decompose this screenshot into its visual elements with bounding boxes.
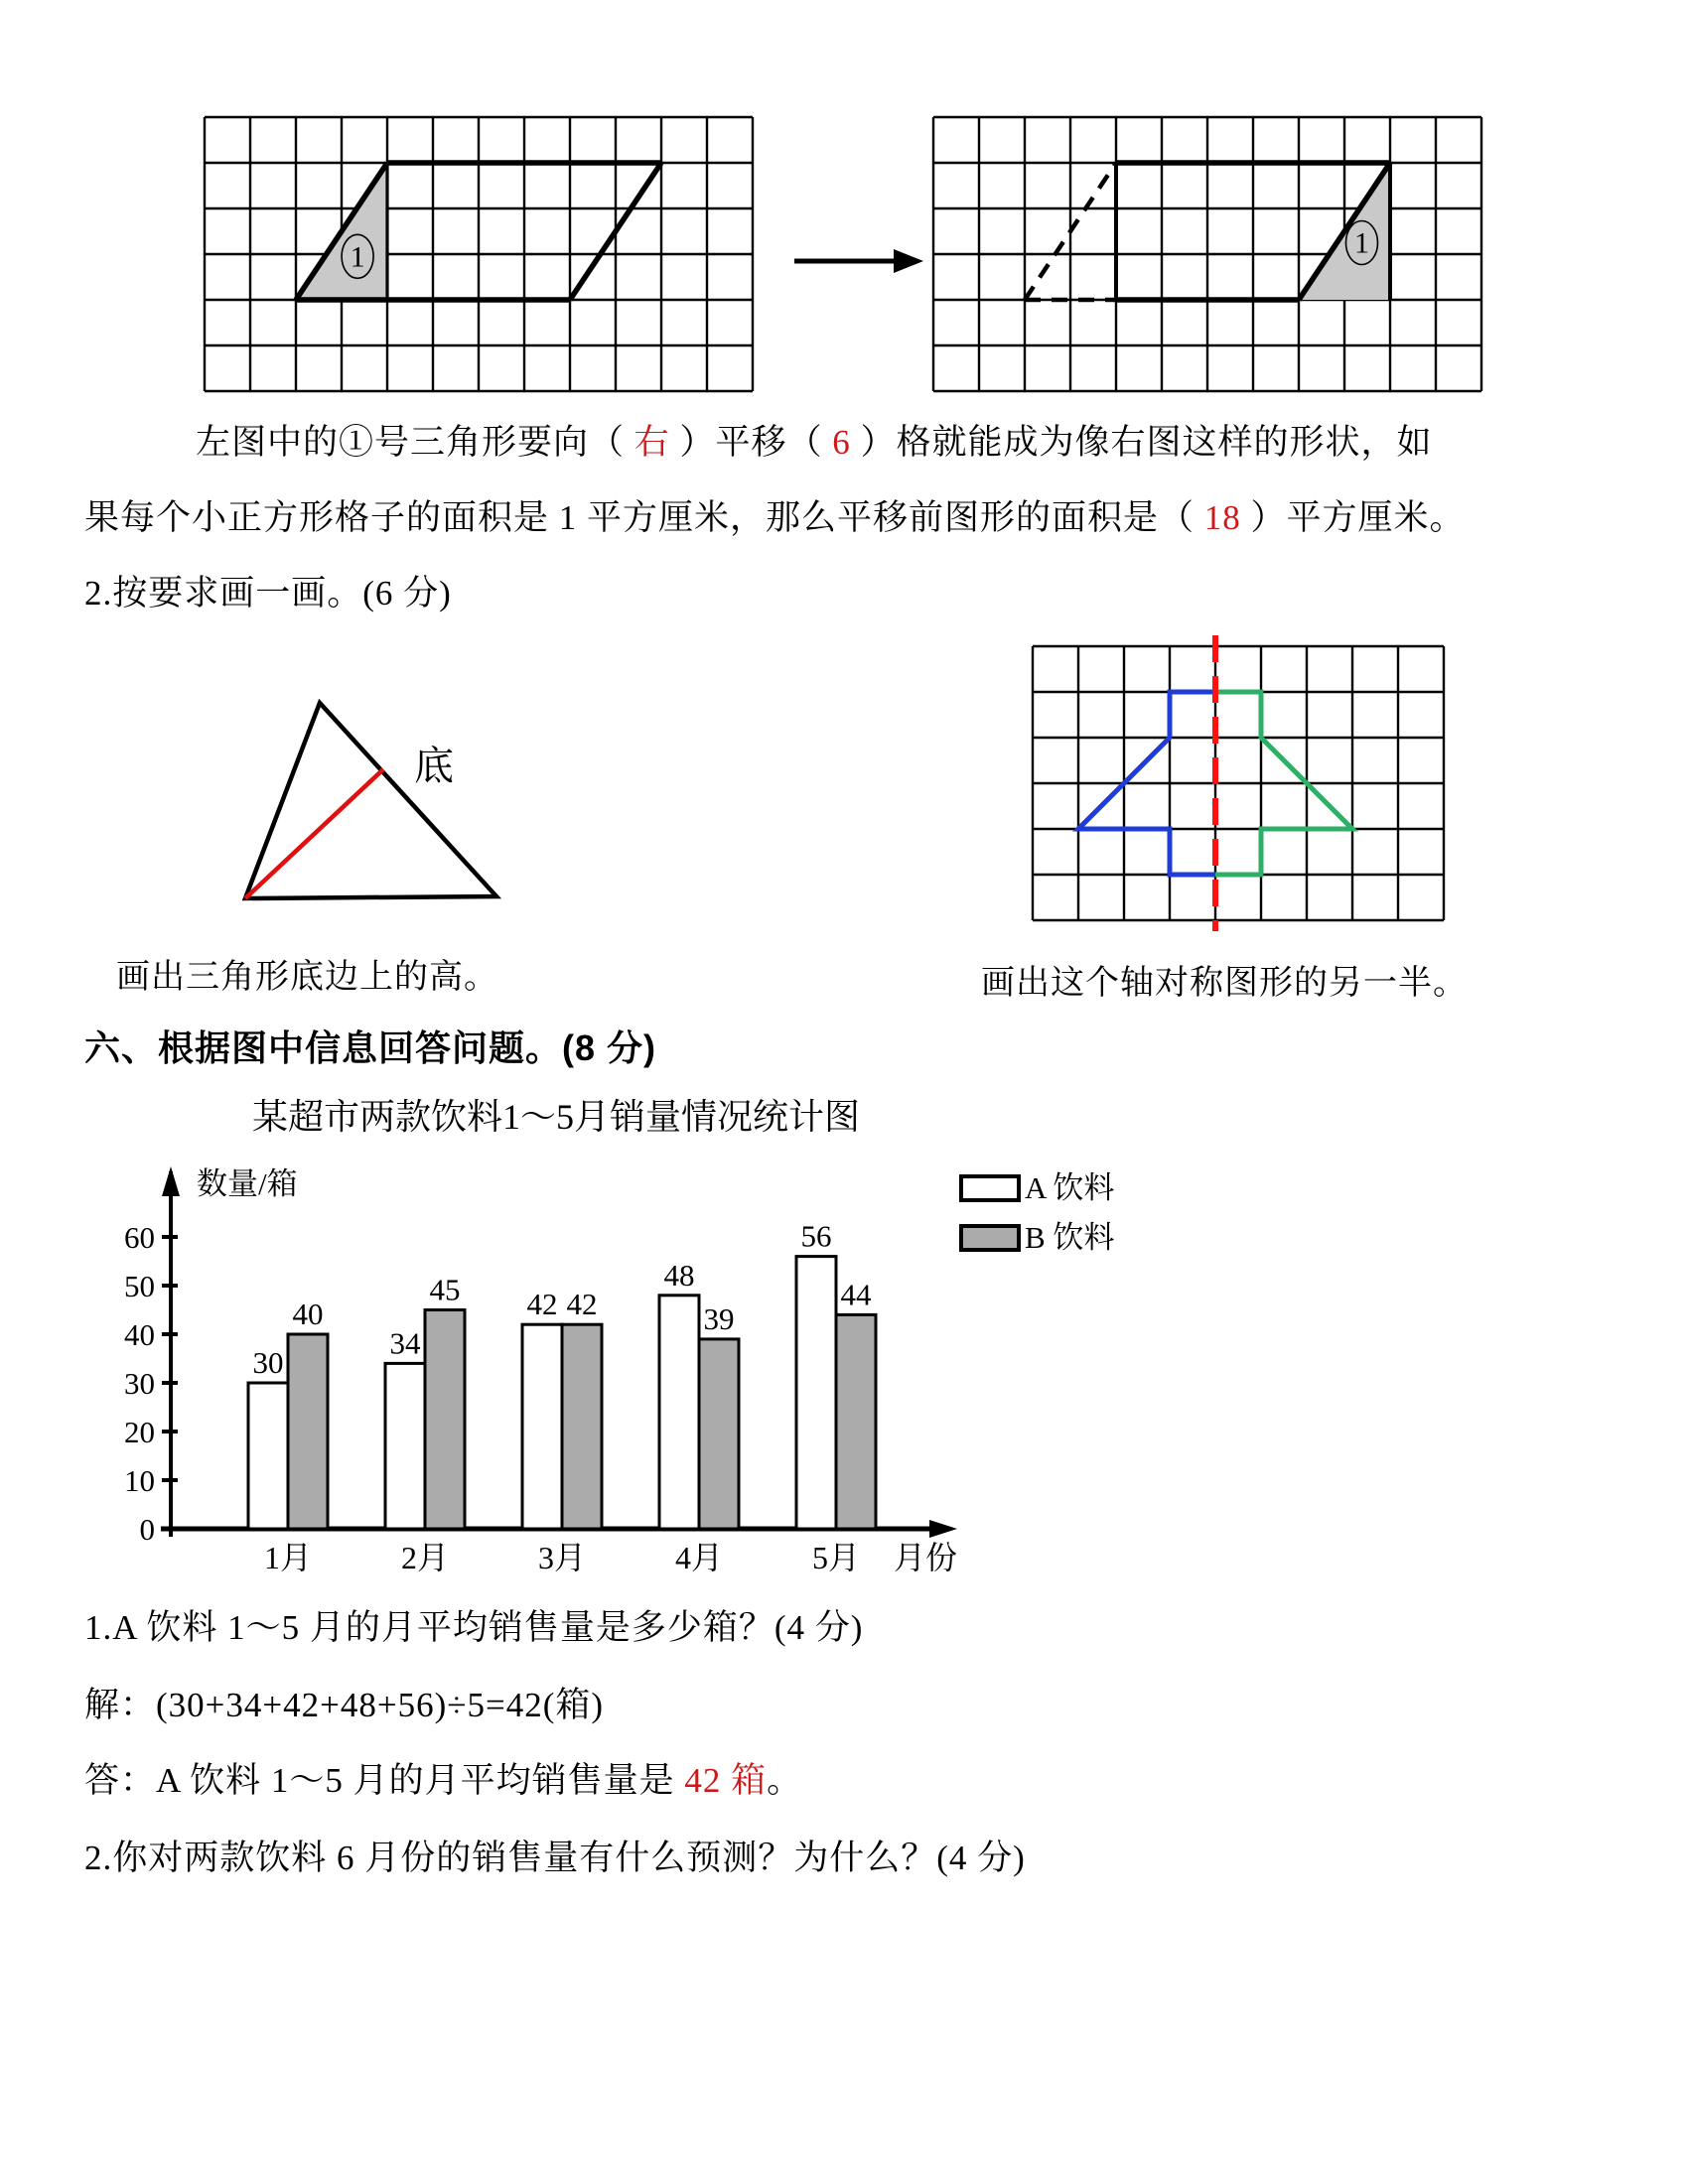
bar-A-5月	[796, 1257, 836, 1529]
chart-question1: 1.A 饮料 1～5 月的月平均销售量是多少箱？(4 分)	[84, 1608, 864, 1647]
sales-bar-chart	[99, 1077, 1152, 1618]
right-grid	[933, 117, 1481, 391]
answer-text-red: 6	[822, 423, 861, 462]
section6-heading: 六、根据图中信息回答问题。(8 分)	[84, 1027, 657, 1068]
answer-line	[84, 1753, 802, 1803]
triangle-1-marker-label: 1	[350, 240, 365, 274]
answer-text-red: 42 箱	[684, 1761, 768, 1800]
y-tick-label: 60	[124, 1220, 155, 1255]
x-axis-label: 月份	[894, 1540, 958, 1575]
question-text: 。	[767, 1761, 803, 1800]
translation-question-line1	[196, 415, 1433, 465]
triangle-outline	[245, 703, 496, 898]
bar-value-label: 45	[429, 1272, 461, 1307]
base-label: 底	[414, 744, 454, 788]
bar-value-label: 44	[840, 1277, 872, 1312]
chart-title: 某超市两款饮料1～5月销量情况统计图	[251, 1097, 861, 1137]
bar-A-1月	[248, 1383, 288, 1529]
question-text: 左图中的①号三角形要向（	[196, 423, 626, 462]
symmetry-grid-figure	[1013, 625, 1479, 943]
bar-A-4月	[659, 1296, 699, 1529]
question-text: ）平方厘米。	[1250, 498, 1466, 537]
arrow-head	[894, 249, 923, 273]
x-tick-label: 2月	[400, 1540, 450, 1575]
bar-B-5月	[836, 1314, 876, 1529]
bar-A-2月	[385, 1363, 425, 1529]
legend-label-A: A 饮料	[1025, 1170, 1115, 1205]
legend-swatch-B	[961, 1226, 1019, 1250]
bar-A-3月	[522, 1324, 562, 1529]
legend-label-B: B 饮料	[1025, 1220, 1115, 1255]
legend-swatch-A	[961, 1176, 1019, 1200]
solution-line	[84, 1678, 604, 1727]
question-text: 解：(30+34+42+48+56)÷5=42(箱)	[84, 1686, 605, 1724]
caption-triangle: 画出三角形底边上的高。	[116, 959, 498, 996]
translation-question-line2	[84, 490, 1466, 540]
bar-value-label: 56	[800, 1218, 832, 1254]
bar-B-1月	[288, 1334, 328, 1529]
bar-value-label: 34	[389, 1325, 421, 1361]
triangle-1-marker-label: 1	[1353, 226, 1369, 260]
bar-B-3月	[562, 1324, 602, 1529]
y-tick-label: 0	[139, 1512, 155, 1547]
y-tick-label: 30	[124, 1366, 155, 1401]
bar-value-label: 39	[703, 1300, 735, 1336]
y-axis-label: 数量/箱	[197, 1166, 298, 1201]
bar-B-2月	[425, 1310, 465, 1530]
question-text: ）格就能成为像右图这样的形状，如	[860, 423, 1433, 462]
question-text: 答：A 饮料 1～5 月的月平均销售量是	[84, 1761, 685, 1800]
caption-symmetry: 画出这个轴对称图形的另一半。	[981, 965, 1468, 1002]
answer-text-red: 右	[625, 423, 680, 462]
x-tick-label: 4月	[674, 1540, 724, 1575]
bar-value-label: 40	[292, 1297, 324, 1331]
translation-grids-figure	[139, 69, 1559, 427]
y-axis-arrow	[162, 1166, 180, 1196]
x-tick-label: 3月	[537, 1540, 587, 1575]
bar-value-label: 30	[252, 1345, 284, 1380]
bar-value-label: 42	[526, 1287, 558, 1322]
triangle-height-figure	[199, 675, 566, 933]
answer-text-red: 18	[1195, 498, 1251, 537]
y-tick-label: 20	[124, 1415, 155, 1449]
question-text: ）平移（	[679, 423, 823, 462]
bar-value-label: 42	[566, 1287, 598, 1322]
height-line-red	[245, 769, 383, 898]
x-tick-label: 5月	[811, 1540, 861, 1575]
bar-value-label: 48	[663, 1257, 695, 1293]
symmetry-grid	[1033, 646, 1444, 920]
x-axis-arrow	[929, 1520, 957, 1538]
x-tick-label: 1月	[263, 1540, 313, 1575]
question-text: 果每个小正方形格子的面积是 1 平方厘米，那么平移前图形的面积是（	[84, 498, 1196, 537]
left-grid	[205, 117, 753, 391]
y-tick-label: 10	[124, 1463, 155, 1498]
question2-label: 2.按要求画一画。(6 分)	[84, 574, 452, 613]
chart-question2: 2.你对两款饮料 6 月份的销售量有什么预测？为什么？(4 分)	[84, 1839, 1026, 1877]
y-tick-label: 50	[124, 1269, 155, 1303]
y-tick-label: 40	[124, 1317, 155, 1352]
bar-B-4月	[699, 1339, 739, 1529]
